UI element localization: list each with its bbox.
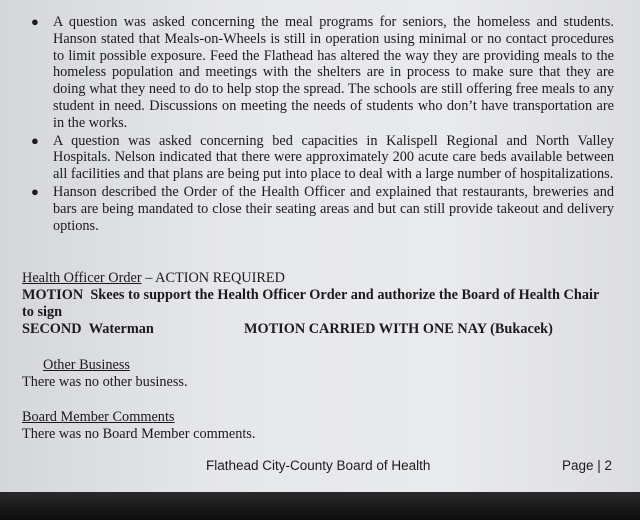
bullet-text: A question was asked concerning the meal programs for seniors, the homeless and students. Hanson stated that Meals-on-Wheels is still in operation using minimal or no contact procedures to limit possible exposure. Feed the Flathead has altered the way they are providing meals to the homeless population and meetings with the shelters are in process to make sure that they are doing what they need to do to help stop the spread. The schools are still offering free meals to any student in need. Discussions on meeting the needs of students who don’t have transportation are in the works. — [53, 14, 614, 131]
health-officer-order-section — [22, 270, 612, 338]
bullet-text: Hanson described the Order of the Health Officer and explained that restaurants, breweries and bars are being mandated to close their seating areas and but can still provide takeout and delivery options. — [53, 183, 614, 234]
monitor-bezel — [0, 492, 640, 520]
other-business-section — [22, 357, 188, 391]
bullet-icon: ● — [31, 183, 39, 199]
footer-page-number: Page | 2 — [562, 458, 613, 473]
bullet-icon: ● — [31, 14, 39, 29]
footer-org-name: Flathead City-County Board of Health — [206, 458, 431, 473]
second-label: SECOND — [22, 321, 82, 337]
motion-text: Skees to support the Health Officer Order and authorize the Board of Health Chair to sign — [22, 287, 600, 320]
motion-label: MOTION — [22, 287, 84, 303]
bullet-icon: ● — [31, 132, 39, 148]
section-heading: Other Business — [43, 357, 130, 373]
bullet-item-health-order — [22, 184, 614, 234]
bullet-item-bed-capacity — [22, 133, 614, 183]
action-required-label: – ACTION REQUIRED — [141, 270, 285, 286]
motion-result: MOTION CARRIED WITH ONE NAY (Bukacek) — [244, 321, 553, 337]
motion-line — [22, 287, 612, 321]
second-name: Waterman — [88, 321, 154, 337]
section-heading-line — [22, 270, 612, 287]
section-text: There was no other business. — [22, 373, 188, 390]
second-line — [22, 321, 612, 338]
section-text: There was no Board Member comments. — [22, 425, 256, 442]
section-heading: Board Member Comments — [22, 409, 175, 425]
board-member-comments-section — [22, 409, 255, 443]
bullet-item-meal-programs — [22, 14, 614, 132]
bullet-list — [22, 14, 614, 234]
section-heading: Health Officer Order — [22, 270, 142, 286]
bullet-text: A question was asked concerning bed capacities in Kalispell Regional and North Valley Hospitals. Nelson indicated that there were approximately 200 acute care beds available between all facilities and that plans are being put into place to deal with a large number of hospitalizations. — [53, 132, 614, 183]
